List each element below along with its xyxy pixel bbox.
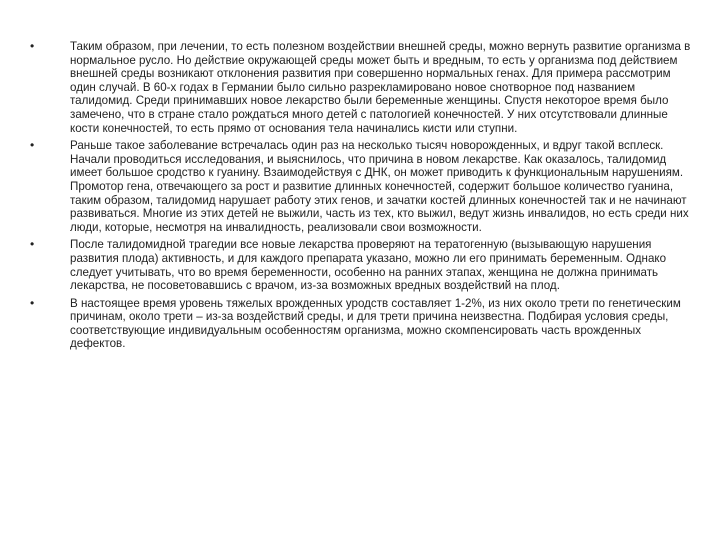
list-item [30, 238, 695, 292]
bullet-icon: • [30, 138, 35, 153]
paragraph-text: В настоящее время уровень тяжелых врожденных уродств составляет 1-2%, из них около трети по генетическим причинам, около трети – из-за воздействий среды, и для трети причина неизвестна. Подбирая условия среды, соответствующие индивидуальным особенностям организма, можно скомпенсировать часть врожденных дефектов. [70, 296, 681, 351]
bullet-icon: • [30, 39, 35, 53]
list-item [30, 40, 695, 135]
paragraph-text: Раньше такое заболевание встречалась один раз на несколько тысяч новорожденных, и вдруг такой всплеск. Начали проводиться исследования, и выяснилось, что причина в новом лекарстве. Как оказалось, талидомид имеет большое сродство к гуанину. Взаимодействуя с ДНК, он может приводить к функциональным нарушениям. Промотор гена, отвечающего за рост и развитие длинных конечностей, содержит большое количество гуанина, таким образом, талидомид нарушает работу этих генов, и зачатки костей длинных конечностей так и не начинают развиваться. Многие из этих детей не выжили, часть из тех, кто выжил, ведут жизнь инвалидов, но есть среди них люди, которые, несмотря на инвалидность, реализовали свои возможности. [70, 139, 689, 234]
bullet-icon: • [30, 237, 35, 252]
paragraph-text: После талидомидной трагедии все новые лекарства проверяют на тератогенную (вызывающую нарушения развития плода) активность, и для каждого препарата указано, можно ли его принимать беременным. Однако следует учитывать, что во время беременности, особенно на ранних этапах, женщина не должна принимать лекарства, не посоветовавшись с врачом, из-за возможных вредных воздействий на плод. [70, 238, 667, 293]
list-item [30, 297, 695, 351]
bullet-list [30, 40, 695, 355]
list-item [30, 139, 695, 234]
paragraph-text: Таким образом, при лечении, то есть полезном воздействии внешней среды, можно вернуть развитие организма в нормальное русло. Но действие окружающей среды может быть и вредным, то есть у организма под действием внешней среды возникают отклонения развития при совершенно нормальных генах. Для примера рассмотрим один случай. В 60-х годах в Германии было сильно разрекламировано новое снотворное под названием талидомид. Среди принимавших новое лекарство были беременные женщины. Спустя некоторое время было замечено, что в стране стало рождаться много детей с патологией конечностей. У них отсутствовали длинные кости конечностей, то есть прямо от основания тела начинались кисти или ступни. [70, 40, 691, 135]
bullet-icon: • [30, 295, 35, 310]
